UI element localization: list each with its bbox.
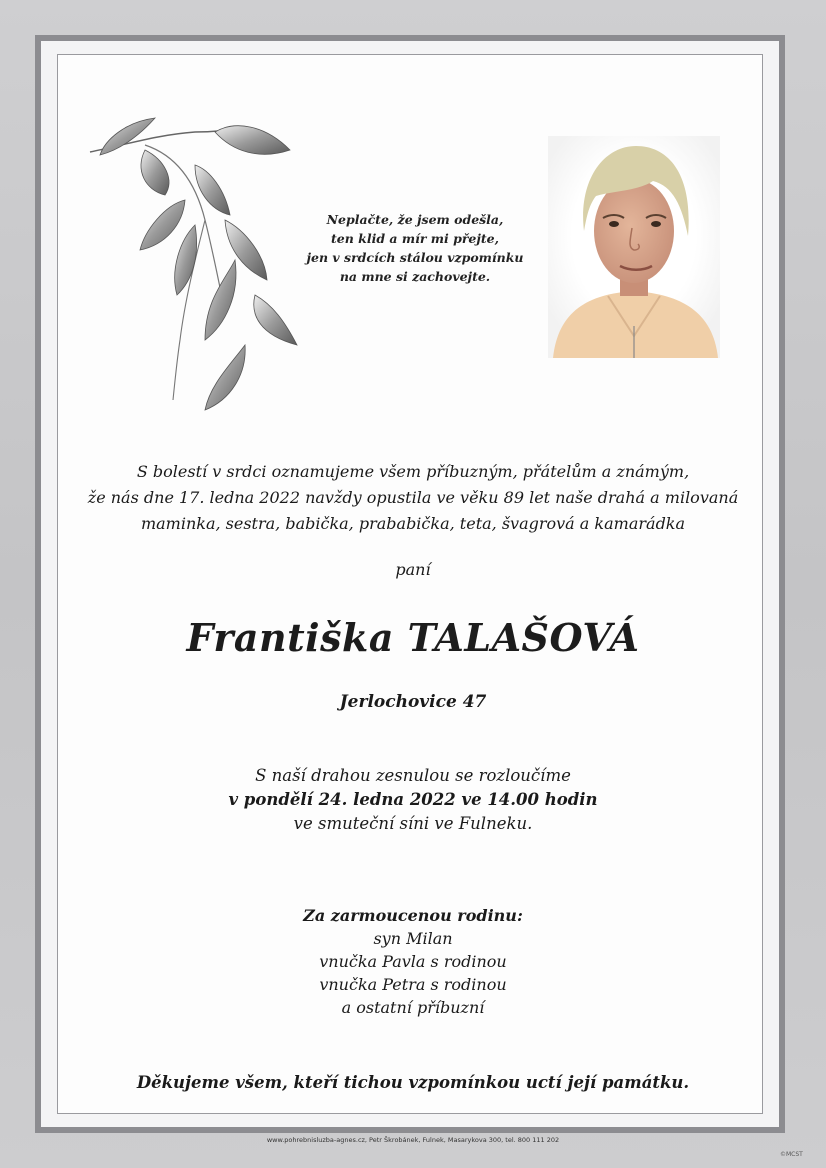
funeral-place: ve smuteční síni ve Fulneku. (293, 814, 533, 833)
poem-line: Neplačte, že jsem odešla, (326, 212, 504, 227)
funeral-date: v pondělí 24. ledna 2022 ve 14.00 hodin (228, 790, 598, 809)
family-member: vnučka Pavla s rodinou (319, 952, 507, 971)
funeral-info (60, 764, 766, 836)
funeral-line: S naší drahou zesnulou se rozloučíme (255, 766, 571, 785)
portrait-photo (548, 136, 720, 358)
announcement-line: že nás dne 17. ledna 2022 navždy opustila ve věku 89 let naše drahá a milovaná (87, 488, 739, 507)
family-block (60, 904, 766, 1019)
footer-imprint: www.pohrebnisluzba-agnes.cz, Petr Škrobánek, Fulnek, Masarykova 300, tel. 800 111 202 (266, 1136, 560, 1144)
family-member: syn Milan (373, 929, 453, 948)
publisher-mark: ©MCST (780, 1151, 803, 1158)
announcement-line: S bolestí v srdci oznamujeme všem příbuzným, přátelům a známým, (136, 462, 690, 481)
announcement (60, 459, 766, 537)
deceased-name: Františka TALAŠOVÁ (186, 615, 640, 660)
leaves-branch-icon (85, 110, 305, 420)
honorific: paní (395, 560, 431, 579)
family-member: a ostatní příbuzní (341, 998, 485, 1017)
family-heading: Za zarmoucenou rodinu: (303, 906, 523, 925)
thanks-line: Děkujeme všem, kteří tichou vzpomínkou uctí její památku. (136, 1073, 690, 1092)
announcement-line: maminka, sestra, babička, prababička, teta, švagrová a kamarádka (140, 514, 686, 533)
family-member: vnučka Petra s rodinou (319, 975, 507, 994)
deceased-address: Jerlochovice 47 (339, 692, 487, 712)
poem-line: jen v srdcích stálou vzpomínku (306, 250, 524, 265)
poem (300, 210, 530, 286)
poem-line: na mne si zachovejte. (339, 269, 491, 284)
poem-line: ten klid a mír mi přejte, (331, 231, 499, 246)
